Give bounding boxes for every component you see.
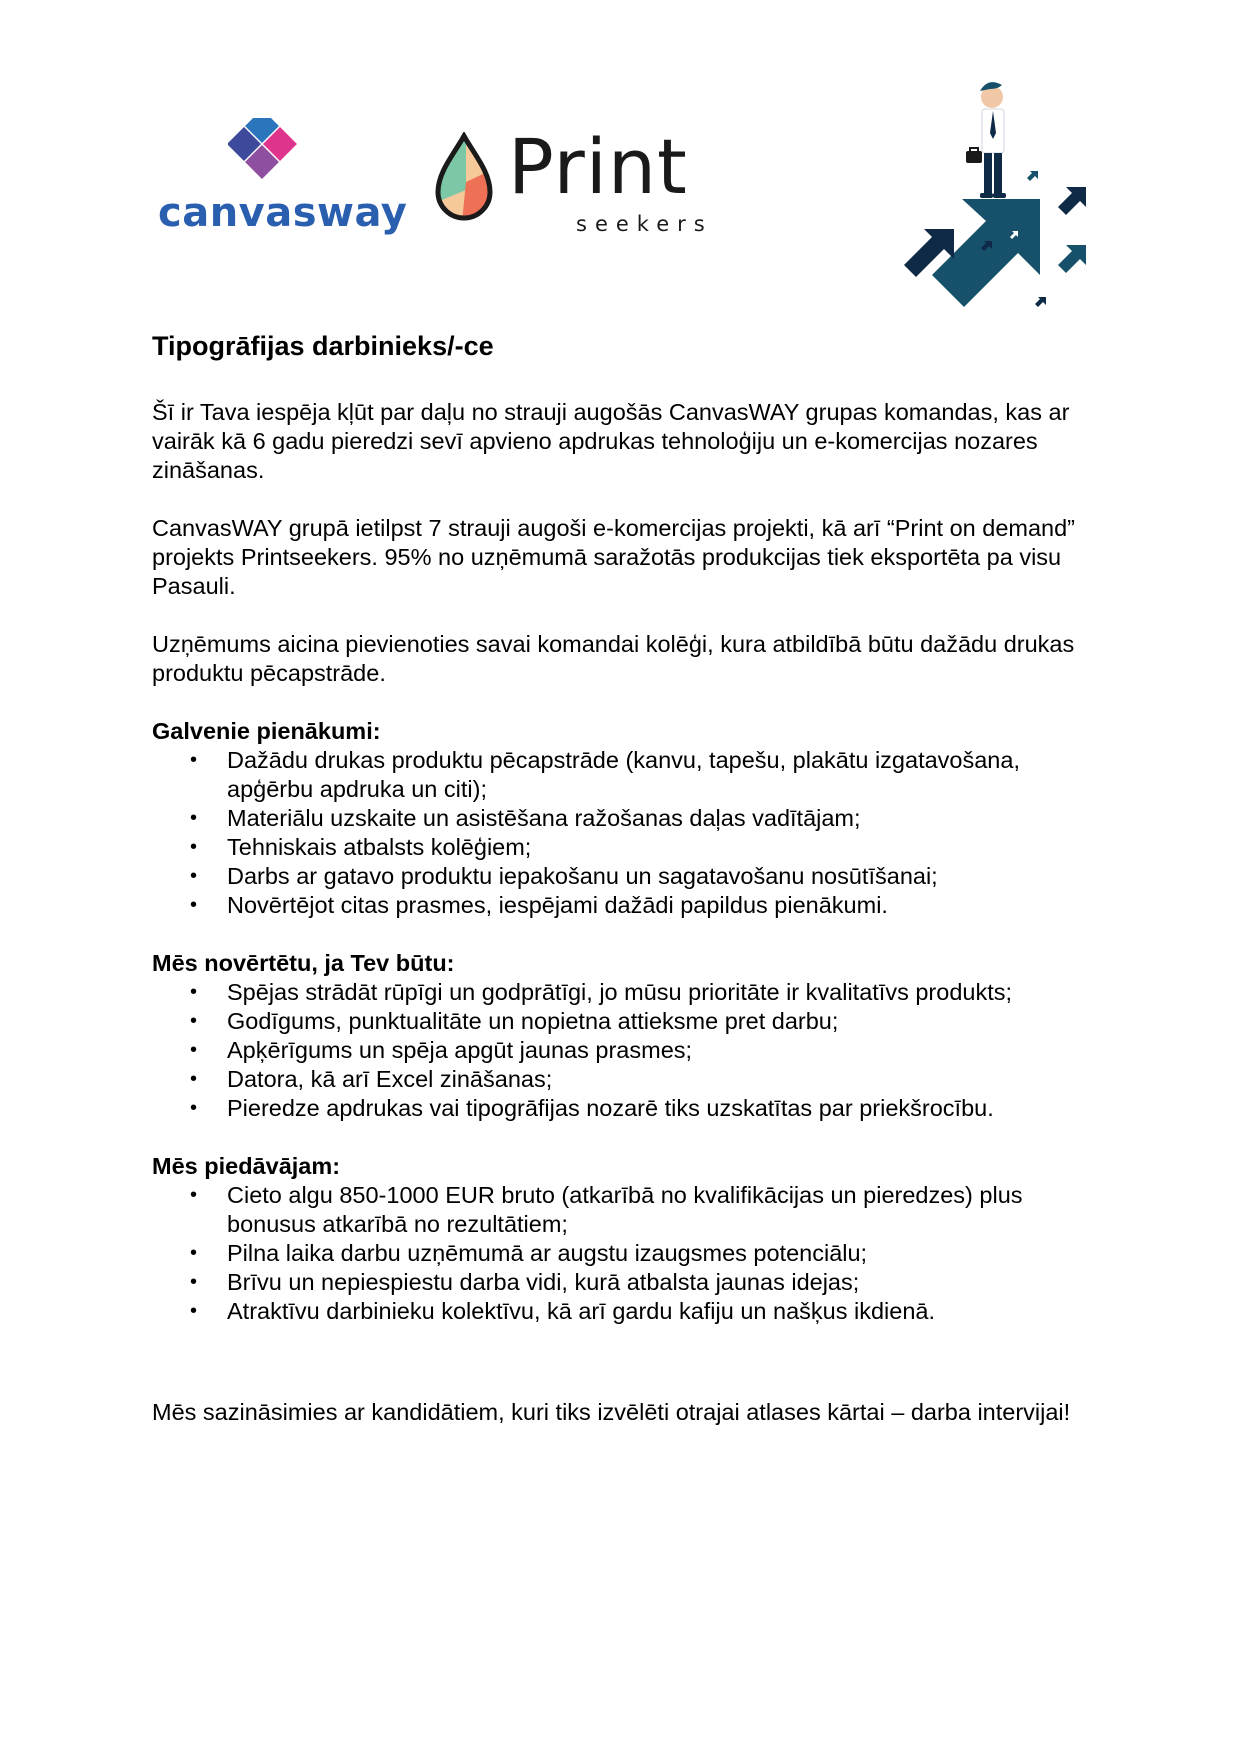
color-drop-icon: [432, 132, 496, 222]
list-item: • Godīgums, punktualitāte un nopietna attieksme pret darbu;: [227, 1007, 1102, 1036]
list-item: • Apķērīgums un spēja apgūt jaunas prasmes;: [227, 1036, 1102, 1065]
duties-list: [152, 746, 1102, 920]
list-item: • Pilna laika darbu uzņēmumā ar augstu izaugsmes potenciālu;: [227, 1239, 1102, 1268]
header-logos: [0, 0, 1240, 350]
list-item: • Atraktīvu darbinieku kolektīvu, kā arī gardu kafiju un našķus ikdienā.: [227, 1297, 1102, 1326]
businessman-icon: [966, 82, 1006, 198]
list-item: • Brīvu un nepiespiestu darba vidi, kurā atbalsta jaunas idejas;: [227, 1268, 1102, 1297]
list-item: • Datora, kā arī Excel zināšanas;: [227, 1065, 1102, 1094]
seekers-wordmark: seekers: [576, 212, 713, 236]
closing-paragraph: Mēs sazināsimies ar kandidātiem, kuri tiks izvēlēti otrajai atlases kārtai – darba intervijai!: [152, 1399, 1071, 1425]
list-item: • Novērtējot citas prasmes, iespējami dažādi papildus pienākumi.: [227, 891, 1102, 920]
requirements-list: [152, 978, 1102, 1123]
intro-paragraph: Uzņēmums aicina pievienoties savai komandai kolēģi, kura atbildībā būtu dažādu drukas produktu pēcapstrāde.: [152, 631, 1075, 686]
canvasway-logo: [150, 118, 408, 248]
requirements-heading: Mēs novērtētu, ja Tev būtu:: [152, 950, 455, 976]
list-item: • Darbs ar gatavo produktu iepakošanu un sagatavošanu nosūtīšanai;: [227, 862, 1102, 891]
printseekers-logo: [432, 122, 722, 243]
list-item: • Pieredze apdrukas vai tipogrāfijas nozarē tiks uzskatītas par priekšrocību.: [227, 1094, 1102, 1123]
canvasway-text: canvasway: [158, 190, 408, 236]
offer-list: [152, 1181, 1102, 1326]
list-item: • Spējas strādāt rūpīgi un godprātīgi, jo mūsu prioritāte ir kvalitatīvs produkts;: [227, 978, 1102, 1007]
job-posting-body: [152, 328, 1102, 1458]
list-item: • Cieto algu 850-1000 EUR bruto (atkarībā no kvalifikācijas un pieredzes) plus bonusus atkarībā no rezultātiem;: [227, 1181, 1102, 1239]
canvasway-diamonds-icon: [228, 118, 308, 188]
intro-paragraph: CanvasWAY grupā ietilpst 7 strauji augoši e-komercijas projekti, kā arī “Print on demand” projekts Printseekers. 95% no uzņēmumā saražotās produkcijas tiek eksportēta pa visu Pasauli.: [152, 515, 1075, 599]
duties-heading: Galvenie pienākumi:: [152, 718, 381, 744]
canvasway-wordmark: [158, 190, 407, 236]
print-wordmark: Print: [508, 122, 688, 211]
growth-arrows-illustration: [880, 75, 1110, 350]
offer-heading: Mēs piedāvājam:: [152, 1153, 341, 1179]
page-title: Tipogrāfijas darbinieks/-ce: [152, 331, 494, 361]
list-item: • Materiālu uzskaite un asistēšana ražošanas daļas vadītājam;: [227, 804, 1102, 833]
list-item: • Dažādu drukas produktu pēcapstrāde (kanvu, tapešu, plakātu izgatavošana, apģērbu apdruka un citi);: [227, 746, 1102, 804]
list-item: • Tehniskais atbalsts kolēģiem;: [227, 833, 1102, 862]
intro-paragraph: Šī ir Tava iespēja kļūt par daļu no strauji augošās CanvasWAY grupas komandas, kas ar vairāk kā 6 gadu pieredzi sevī apvieno apdrukas tehnoloģiju un e-komercijas nozares zināšanas.: [152, 399, 1070, 483]
